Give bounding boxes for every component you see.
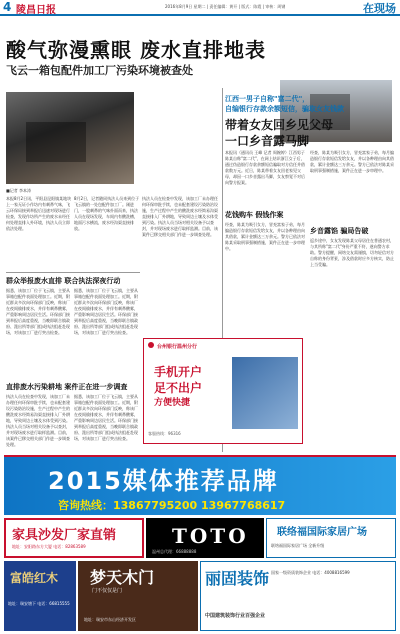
right-story-kicker-1: 江西一男子自称"富二代"， xyxy=(225,95,310,103)
newspaper-name: 陵昌日报 xyxy=(16,5,56,16)
bank-slogan-1: 手机开户 xyxy=(154,365,203,379)
door-title: 梦天木门 xyxy=(90,568,155,587)
article-subhead-1: 群众举报废水直排 联合执法深夜行动 xyxy=(6,277,121,285)
article-section-1b: 据悉，该加工厂位于飞云镇，主要从事箱包配件表面处理加工。近期，附近群众多次向环保部门反映，称该厂在夜间偷排废水，并伴有刺鼻酸雾，严重影响周边居民生活。环保部门接到举报后高度重视，当晚即联合镇政府、派出所等部门组成执法组赶赴现场，对该加工厂进行突击检查。 xyxy=(74,288,138,335)
right-story-subhead-a: 花钱购车 假钱作案 xyxy=(225,211,284,219)
furniture-ad-title: 家具沙发厂家直销 xyxy=(12,528,117,543)
banner-phones: 咨询热线：13867795200 13967768617 xyxy=(58,499,286,512)
article-section-1: 据悉，该加工厂位于飞云镇，主要从事箱包配件表面处理加工。近期，附近群众多次向环保部门反映，称该厂在夜间偷排废水，并伴有刺鼻酸雾，严重影响周边居民生活。环保部门接到举报后高度重视，当晚即联合镇政府、派出所等部门组成执法组赶赴现场，对该加工厂进行突击检查。 xyxy=(6,288,70,335)
toto-logo: TOTO xyxy=(172,524,249,548)
bank-name: 台州银行温州分行 xyxy=(157,344,198,350)
article-headline: 酸气弥漫熏眼 废水直排地表 xyxy=(6,38,266,62)
bank-ad-image xyxy=(232,357,298,429)
furniture-ad[interactable] xyxy=(4,518,144,558)
bank-logo-icon xyxy=(148,342,154,348)
article-byline: ■记者 李本涛 xyxy=(6,188,32,193)
decoration-info: 国家一级资质装饰企业 电话：4008816599 xyxy=(271,570,350,575)
right-story-body-a2: 经查，陈某为吸引女方，冒充富家子弟，每月编造银行存款短信发给女友，并以各种理由向其借款，累计金额达三万余元。警方已依法对陈某采取刑事强制措施，案件正在进一步审理中。 xyxy=(310,150,394,173)
article-lead-2: 8月2日，记者随同执法人员来到位于飞云镇的一处包配件加工厂。刚进门，一股刺鼻的气味扑面而来，执法人员在现场发现，车间内有酸洗槽，地面污水横流，废水经沟渠直接排放。 xyxy=(74,196,140,231)
bank-slogan-3: 方便快捷 xyxy=(154,398,191,408)
redwood-ad[interactable] xyxy=(4,561,76,631)
header-meta: 2016年8月9日 星期二 | 责任编辑：黄开 | 版式：陈霞 | 审核：周钢 xyxy=(165,4,286,9)
right-story-body: 本报讯（通讯员 王峰 记者 周婉婷）江西男子陈某自称"富二代"，在网上结识浙江女子后，通过伪造银行存款余额短信骗取对方信任并借款数万元。近日，陈某带着女友回老家见父母，却因一口乡音露出马脚，女友察觉不对后向警方报案。 xyxy=(225,150,305,185)
redwood-info: 地址：瑞安塘下 电话：66815555 xyxy=(8,601,70,606)
bank-hotline: 客服热线：96316 xyxy=(148,431,181,436)
article-lead: 本报8月2日讯，平阳县昆阳镇某地块上一家无证小作坊内有刺鼻气味，飞云环保局接到举报后迅速对现场进行检查，发现作坊所产生的废水未经任何处理直排入外环境，执法人员立即依法处理。 xyxy=(6,196,72,231)
right-story-subhead-b: 乡音露馅 骗局告破 xyxy=(310,227,369,235)
right-story-kicker-2: 自编银行存款余额短信，骗取女友钱款 xyxy=(225,105,344,113)
toto-ad-info: 温州总代理：66888888 xyxy=(152,549,197,554)
door-ad[interactable] xyxy=(78,561,198,631)
article-subheadline: 飞云一箱包配件加工厂污染环境被查处 xyxy=(6,64,193,77)
banner-title: 2015媒体推荐品牌 xyxy=(48,467,279,495)
home-plaza-info: 联络福国际家居广场 全新升级 xyxy=(271,543,325,548)
home-plaza-title: 联络福国际家居广场 xyxy=(277,527,367,538)
door-info: 地址：瑞安市东山经济开发区 xyxy=(84,617,136,622)
right-story-title-1: 带着女友回乡见父母 xyxy=(225,118,334,132)
furniture-ad-info: 地址：安阳路东方大厦 电话：82863589 xyxy=(12,544,86,549)
divider xyxy=(6,272,140,273)
page-number: 4 xyxy=(3,0,12,14)
right-story-body-a: 经查，陈某为吸引女方，冒充富家子弟，每月编造银行存款短信发给女友，并以各种理由向其借款，累计金额达三万余元。警方已依法对陈某采取刑事强制措施，案件正在进一步审理中。 xyxy=(225,222,305,251)
right-story-body-b: 返乡途中，女友发现陈某父母居住在普通农村，与其所称"富二代"身份严重不符，遂向警方求助。警方提醒，网络交友需谨慎，切勿轻信对方自称的身份背景，涉及借款时应多方核实，防止上当受骗。 xyxy=(310,238,394,267)
decoration-ad[interactable] xyxy=(200,561,396,631)
home-plaza-ad[interactable] xyxy=(266,518,396,558)
brand-banner[interactable] xyxy=(4,455,396,515)
section-name: 在现场 xyxy=(363,2,396,15)
decoration-title: 丽固装饰 xyxy=(205,569,270,588)
door-slogan: 门不仅仅是门 xyxy=(92,588,123,594)
right-story-title-2: 一口乡音露马脚 xyxy=(225,134,310,148)
article-section-1c: 执法人员在检查中发现，该加工厂未办理任何环保审批手续，也未配套建设污染防治设施，生产过程中产生的酸洗废水经简易沟渠直接排入厂外耕地，导致周边土壤及水体受到污染。执法人员当场对相关设备予以查封，并对现场废水进行取样监测。目前，该案件已移交相关部门作进一步调查处理。 xyxy=(142,196,218,237)
redwood-title: 富皓红木 xyxy=(10,571,59,585)
article-subhead-2: 直排废水污染耕地 案件正在进一步调查 xyxy=(6,383,128,391)
toto-ad[interactable] xyxy=(146,518,264,558)
bank-advertisement[interactable] xyxy=(143,338,303,444)
article-photo xyxy=(6,92,134,184)
article-section-2b: 据悉，该加工厂位于飞云镇，主要从事箱包配件表面处理加工。近期，附近群众多次向环保部门反映，称该厂在夜间偷排废水，并伴有刺鼻酸雾，严重影响周边居民生活。环保部门接到举报后高度重视，当晚即联合镇政府、派出所等部门组成执法组赶赴现场，对该加工厂进行突击检查。 xyxy=(74,394,138,441)
page-header xyxy=(0,0,400,16)
decoration-slogan: 中国建筑装饰行业百强企业 xyxy=(205,613,266,619)
bank-slogan-2: 足不出户 xyxy=(154,381,203,395)
article-section-2: 执法人员在检查中发现，该加工厂未办理任何环保审批手续，也未配套建设污染防治设施，生产过程中产生的酸洗废水经简易沟渠直接排入厂外耕地，导致周边土壤及水体受到污染。执法人员当场对相关设备予以查封，并对现场废水进行取样监测。目前，该案件已移交相关部门作进一步调查处理。 xyxy=(6,394,70,447)
